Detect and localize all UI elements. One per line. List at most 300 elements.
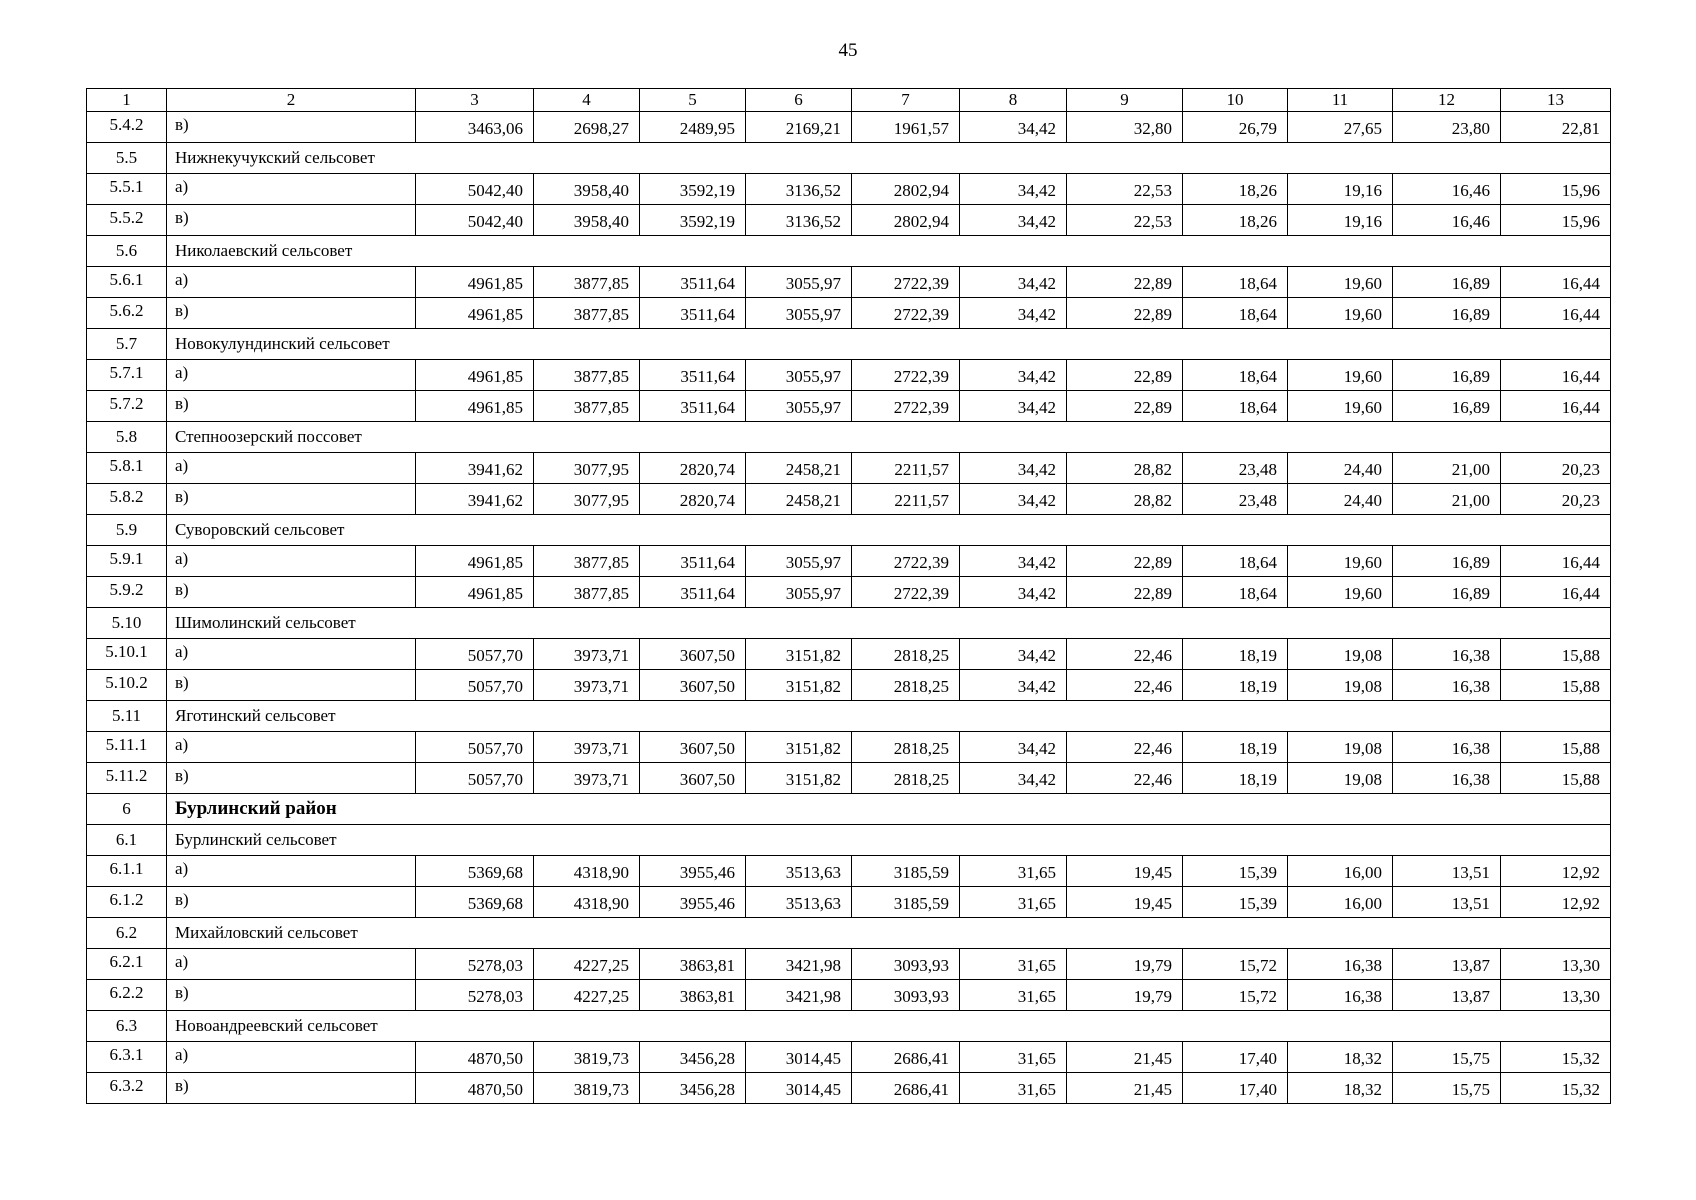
row-value: 34,42 (960, 732, 1067, 763)
row-label: в) (167, 205, 416, 236)
row-value: 15,75 (1393, 1073, 1501, 1104)
row-value: 16,44 (1501, 577, 1611, 608)
row-value: 3607,50 (640, 732, 746, 763)
group-row (87, 701, 1611, 732)
table-row (87, 670, 1611, 701)
settlement-name: Новоандреевский сельсовет (167, 1011, 1611, 1042)
row-value: 19,45 (1067, 887, 1183, 918)
row-value: 3014,45 (746, 1042, 852, 1073)
row-value: 2489,95 (640, 112, 746, 143)
row-value: 21,45 (1067, 1073, 1183, 1104)
row-code: 5.6.2 (87, 298, 167, 329)
row-code: 5.11.2 (87, 763, 167, 794)
table-row (87, 298, 1611, 329)
row-code: 5.10.1 (87, 639, 167, 670)
settlement-name: Новокулундинский сельсовет (167, 329, 1611, 360)
row-code: 5.8 (87, 422, 167, 453)
row-value: 21,00 (1393, 484, 1501, 515)
row-value: 19,60 (1288, 546, 1393, 577)
row-value: 18,64 (1183, 546, 1288, 577)
row-value: 3055,97 (746, 298, 852, 329)
row-value: 34,42 (960, 453, 1067, 484)
row-value: 3973,71 (534, 763, 640, 794)
row-value: 3136,52 (746, 174, 852, 205)
row-label: в) (167, 887, 416, 918)
row-value: 34,42 (960, 174, 1067, 205)
row-value: 3185,59 (852, 887, 960, 918)
table-row (87, 484, 1611, 515)
row-value: 16,89 (1393, 298, 1501, 329)
row-value: 19,16 (1288, 205, 1393, 236)
row-value: 2820,74 (640, 453, 746, 484)
table-row (87, 949, 1611, 980)
row-label: а) (167, 1042, 416, 1073)
row-value: 18,64 (1183, 360, 1288, 391)
column-header: 1 (87, 89, 167, 112)
row-value: 17,40 (1183, 1073, 1288, 1104)
row-code: 6.1.1 (87, 856, 167, 887)
row-value: 3421,98 (746, 949, 852, 980)
row-value: 4870,50 (416, 1073, 534, 1104)
settlement-name: Михайловский сельсовет (167, 918, 1611, 949)
row-value: 3511,64 (640, 391, 746, 422)
row-value: 4961,85 (416, 577, 534, 608)
row-value: 22,89 (1067, 577, 1183, 608)
row-value: 3055,97 (746, 267, 852, 298)
row-value: 16,89 (1393, 577, 1501, 608)
row-value: 3607,50 (640, 670, 746, 701)
row-value: 3513,63 (746, 887, 852, 918)
row-value: 16,38 (1393, 763, 1501, 794)
row-value: 3877,85 (534, 391, 640, 422)
row-code: 6.1.2 (87, 887, 167, 918)
row-value: 5369,68 (416, 856, 534, 887)
row-value: 16,38 (1288, 949, 1393, 980)
row-value: 3511,64 (640, 546, 746, 577)
row-value: 4961,85 (416, 360, 534, 391)
row-value: 3077,95 (534, 484, 640, 515)
row-value: 12,92 (1501, 856, 1611, 887)
row-value: 16,38 (1393, 670, 1501, 701)
row-value: 22,53 (1067, 205, 1183, 236)
column-header: 4 (534, 89, 640, 112)
row-value: 13,51 (1393, 856, 1501, 887)
row-value: 18,19 (1183, 763, 1288, 794)
row-value: 4961,85 (416, 267, 534, 298)
row-code: 6.1 (87, 825, 167, 856)
row-value: 18,64 (1183, 267, 1288, 298)
row-code: 6.2.2 (87, 980, 167, 1011)
row-value: 19,08 (1288, 763, 1393, 794)
row-value: 19,60 (1288, 391, 1393, 422)
row-code: 6.3.2 (87, 1073, 167, 1104)
row-value: 4227,25 (534, 949, 640, 980)
row-value: 22,89 (1067, 267, 1183, 298)
row-value: 3973,71 (534, 732, 640, 763)
row-value: 31,65 (960, 980, 1067, 1011)
row-value: 16,44 (1501, 360, 1611, 391)
table-row (87, 174, 1611, 205)
row-value: 34,42 (960, 577, 1067, 608)
row-code: 5.10.2 (87, 670, 167, 701)
row-value: 2722,39 (852, 577, 960, 608)
row-value: 16,44 (1501, 267, 1611, 298)
row-value: 22,89 (1067, 391, 1183, 422)
row-value: 4961,85 (416, 298, 534, 329)
row-value: 3863,81 (640, 949, 746, 980)
row-value: 5042,40 (416, 174, 534, 205)
group-row (87, 918, 1611, 949)
row-value: 19,60 (1288, 298, 1393, 329)
table-row (87, 577, 1611, 608)
row-value: 34,42 (960, 546, 1067, 577)
row-value: 18,32 (1288, 1073, 1393, 1104)
row-value: 26,79 (1183, 112, 1288, 143)
row-label: а) (167, 546, 416, 577)
row-label: в) (167, 980, 416, 1011)
row-value: 3941,62 (416, 453, 534, 484)
row-value: 3819,73 (534, 1042, 640, 1073)
column-header: 13 (1501, 89, 1611, 112)
row-value: 28,82 (1067, 484, 1183, 515)
row-value: 19,45 (1067, 856, 1183, 887)
row-code: 5.9 (87, 515, 167, 546)
row-value: 21,45 (1067, 1042, 1183, 1073)
table-row (87, 980, 1611, 1011)
table-row (87, 546, 1611, 577)
row-value: 16,00 (1288, 887, 1393, 918)
row-value: 13,30 (1501, 949, 1611, 980)
row-value: 23,48 (1183, 484, 1288, 515)
row-value: 34,42 (960, 267, 1067, 298)
row-value: 2818,25 (852, 732, 960, 763)
row-value: 20,23 (1501, 453, 1611, 484)
row-value: 3077,95 (534, 453, 640, 484)
row-value: 3136,52 (746, 205, 852, 236)
row-label: а) (167, 174, 416, 205)
row-code: 6.3.1 (87, 1042, 167, 1073)
row-value: 18,32 (1288, 1042, 1393, 1073)
row-value: 24,40 (1288, 484, 1393, 515)
row-value: 15,88 (1501, 639, 1611, 670)
row-value: 3592,19 (640, 205, 746, 236)
row-value: 16,89 (1393, 546, 1501, 577)
row-value: 3877,85 (534, 360, 640, 391)
tariff-table (86, 88, 1611, 1104)
table-row (87, 763, 1611, 794)
row-value: 3151,82 (746, 670, 852, 701)
row-label: в) (167, 1073, 416, 1104)
row-value: 16,38 (1288, 980, 1393, 1011)
settlement-name: Яготинский сельсовет (167, 701, 1611, 732)
column-header: 12 (1393, 89, 1501, 112)
row-code: 5.8.1 (87, 453, 167, 484)
row-value: 3511,64 (640, 298, 746, 329)
row-value: 15,88 (1501, 670, 1611, 701)
table-row (87, 267, 1611, 298)
row-value: 4870,50 (416, 1042, 534, 1073)
row-value: 18,64 (1183, 577, 1288, 608)
row-value: 34,42 (960, 484, 1067, 515)
row-value: 3185,59 (852, 856, 960, 887)
row-value: 2722,39 (852, 546, 960, 577)
row-code: 5.8.2 (87, 484, 167, 515)
row-code: 5.7.1 (87, 360, 167, 391)
row-value: 18,19 (1183, 732, 1288, 763)
row-value: 3511,64 (640, 577, 746, 608)
row-value: 3819,73 (534, 1073, 640, 1104)
settlement-name: Бурлинский сельсовет (167, 825, 1611, 856)
row-value: 3093,93 (852, 949, 960, 980)
group-row (87, 515, 1611, 546)
row-value: 16,00 (1288, 856, 1393, 887)
row-code: 5.7 (87, 329, 167, 360)
row-value: 19,60 (1288, 577, 1393, 608)
page-number: 45 (838, 40, 858, 61)
row-value: 13,87 (1393, 980, 1501, 1011)
row-value: 18,64 (1183, 298, 1288, 329)
row-value: 3463,06 (416, 112, 534, 143)
row-label: в) (167, 577, 416, 608)
table-row (87, 1042, 1611, 1073)
settlement-name: Суворовский сельсовет (167, 515, 1611, 546)
row-value: 4227,25 (534, 980, 640, 1011)
row-value: 2722,39 (852, 298, 960, 329)
row-value: 3456,28 (640, 1042, 746, 1073)
row-value: 2820,74 (640, 484, 746, 515)
row-value: 3607,50 (640, 639, 746, 670)
row-value: 15,96 (1501, 205, 1611, 236)
table-row (87, 391, 1611, 422)
table-row (87, 856, 1611, 887)
row-value: 34,42 (960, 112, 1067, 143)
row-value: 3877,85 (534, 298, 640, 329)
row-value: 3093,93 (852, 980, 960, 1011)
row-value: 3877,85 (534, 577, 640, 608)
row-value: 16,46 (1393, 205, 1501, 236)
row-value: 12,92 (1501, 887, 1611, 918)
row-value: 2698,27 (534, 112, 640, 143)
row-value: 3014,45 (746, 1073, 852, 1104)
row-value: 2802,94 (852, 174, 960, 205)
row-value: 5057,70 (416, 639, 534, 670)
row-value: 20,23 (1501, 484, 1611, 515)
row-value: 5057,70 (416, 670, 534, 701)
row-value: 34,42 (960, 298, 1067, 329)
settlement-name: Нижнекучукский сельсовет (167, 143, 1611, 174)
row-value: 2458,21 (746, 453, 852, 484)
row-value: 3055,97 (746, 391, 852, 422)
row-value: 28,82 (1067, 453, 1183, 484)
row-label: а) (167, 639, 416, 670)
row-value: 3877,85 (534, 546, 640, 577)
row-value: 24,40 (1288, 453, 1393, 484)
row-value: 2802,94 (852, 205, 960, 236)
row-label: а) (167, 267, 416, 298)
row-value: 16,44 (1501, 298, 1611, 329)
row-value: 15,96 (1501, 174, 1611, 205)
row-value: 31,65 (960, 856, 1067, 887)
row-value: 3511,64 (640, 267, 746, 298)
row-value: 23,80 (1393, 112, 1501, 143)
row-value: 4318,90 (534, 887, 640, 918)
row-value: 18,64 (1183, 391, 1288, 422)
row-value: 3863,81 (640, 980, 746, 1011)
row-value: 22,46 (1067, 732, 1183, 763)
row-value: 17,40 (1183, 1042, 1288, 1073)
row-value: 4961,85 (416, 546, 534, 577)
row-label: в) (167, 484, 416, 515)
row-value: 34,42 (960, 670, 1067, 701)
row-value: 3055,97 (746, 577, 852, 608)
row-code: 5.10 (87, 608, 167, 639)
column-header: 2 (167, 89, 416, 112)
settlement-name: Степноозерский поссовет (167, 422, 1611, 453)
row-value: 3955,46 (640, 856, 746, 887)
row-value: 23,48 (1183, 453, 1288, 484)
column-header: 7 (852, 89, 960, 112)
column-header: 3 (416, 89, 534, 112)
table-row (87, 112, 1611, 143)
row-value: 31,65 (960, 1073, 1067, 1104)
column-header: 9 (1067, 89, 1183, 112)
row-value: 2722,39 (852, 267, 960, 298)
row-value: 18,26 (1183, 205, 1288, 236)
row-code: 6 (87, 794, 167, 825)
row-label: а) (167, 856, 416, 887)
row-value: 3973,71 (534, 670, 640, 701)
row-value: 22,81 (1501, 112, 1611, 143)
settlement-name: Николаевский сельсовет (167, 236, 1611, 267)
row-value: 18,19 (1183, 639, 1288, 670)
row-label: а) (167, 453, 416, 484)
row-value: 19,08 (1288, 670, 1393, 701)
column-header: 5 (640, 89, 746, 112)
row-value: 19,16 (1288, 174, 1393, 205)
row-value: 1961,57 (852, 112, 960, 143)
row-value: 3607,50 (640, 763, 746, 794)
row-value: 5057,70 (416, 732, 534, 763)
row-value: 34,42 (960, 360, 1067, 391)
row-value: 22,89 (1067, 360, 1183, 391)
row-value: 5278,03 (416, 980, 534, 1011)
row-value: 22,89 (1067, 298, 1183, 329)
row-value: 13,30 (1501, 980, 1611, 1011)
row-value: 19,79 (1067, 980, 1183, 1011)
row-code: 5.4.2 (87, 112, 167, 143)
row-value: 15,32 (1501, 1042, 1611, 1073)
table-row (87, 1073, 1611, 1104)
row-value: 15,88 (1501, 732, 1611, 763)
row-code: 6.2 (87, 918, 167, 949)
header-row (87, 89, 1611, 112)
row-value: 2211,57 (852, 453, 960, 484)
row-value: 2686,41 (852, 1042, 960, 1073)
row-value: 2458,21 (746, 484, 852, 515)
group-row (87, 825, 1611, 856)
row-value: 22,53 (1067, 174, 1183, 205)
group-row (87, 608, 1611, 639)
column-header: 6 (746, 89, 852, 112)
row-code: 5.5.1 (87, 174, 167, 205)
row-value: 22,46 (1067, 763, 1183, 794)
group-row (87, 143, 1611, 174)
row-label: в) (167, 112, 416, 143)
row-value: 34,42 (960, 763, 1067, 794)
group-row (87, 329, 1611, 360)
row-value: 19,60 (1288, 267, 1393, 298)
district-row (87, 794, 1611, 825)
row-value: 3955,46 (640, 887, 746, 918)
row-value: 34,42 (960, 205, 1067, 236)
row-code: 5.9.1 (87, 546, 167, 577)
row-label: в) (167, 391, 416, 422)
row-value: 22,46 (1067, 670, 1183, 701)
row-value: 16,38 (1393, 732, 1501, 763)
row-value: 21,00 (1393, 453, 1501, 484)
row-value: 16,89 (1393, 391, 1501, 422)
row-value: 16,89 (1393, 267, 1501, 298)
row-value: 16,89 (1393, 360, 1501, 391)
row-value: 3592,19 (640, 174, 746, 205)
row-value: 2722,39 (852, 360, 960, 391)
row-value: 3941,62 (416, 484, 534, 515)
row-value: 3513,63 (746, 856, 852, 887)
row-code: 6.2.1 (87, 949, 167, 980)
row-label: а) (167, 360, 416, 391)
district-name: Бурлинский район (167, 794, 1611, 825)
row-value: 16,38 (1393, 639, 1501, 670)
row-value: 31,65 (960, 949, 1067, 980)
column-header: 10 (1183, 89, 1288, 112)
row-value: 5057,70 (416, 763, 534, 794)
row-value: 15,72 (1183, 949, 1288, 980)
table-row (87, 360, 1611, 391)
row-value: 16,46 (1393, 174, 1501, 205)
table-row (87, 732, 1611, 763)
row-value: 19,79 (1067, 949, 1183, 980)
row-value: 22,46 (1067, 639, 1183, 670)
row-value: 16,44 (1501, 546, 1611, 577)
row-value: 3151,82 (746, 732, 852, 763)
row-value: 2818,25 (852, 639, 960, 670)
row-value: 3151,82 (746, 763, 852, 794)
group-row (87, 236, 1611, 267)
row-value: 3877,85 (534, 267, 640, 298)
row-value: 18,26 (1183, 174, 1288, 205)
table-row (87, 453, 1611, 484)
row-value: 19,08 (1288, 732, 1393, 763)
group-row (87, 1011, 1611, 1042)
row-value: 3421,98 (746, 980, 852, 1011)
row-value: 31,65 (960, 1042, 1067, 1073)
row-value: 5042,40 (416, 205, 534, 236)
row-value: 4961,85 (416, 391, 534, 422)
row-code: 5.6 (87, 236, 167, 267)
row-value: 15,32 (1501, 1073, 1611, 1104)
row-label: а) (167, 949, 416, 980)
row-value: 15,39 (1183, 856, 1288, 887)
row-value: 3511,64 (640, 360, 746, 391)
row-value: 2211,57 (852, 484, 960, 515)
row-value: 3055,97 (746, 360, 852, 391)
row-value: 32,80 (1067, 112, 1183, 143)
row-value: 15,88 (1501, 763, 1611, 794)
row-value: 2818,25 (852, 670, 960, 701)
row-code: 5.6.1 (87, 267, 167, 298)
row-code: 5.11 (87, 701, 167, 732)
row-value: 16,44 (1501, 391, 1611, 422)
